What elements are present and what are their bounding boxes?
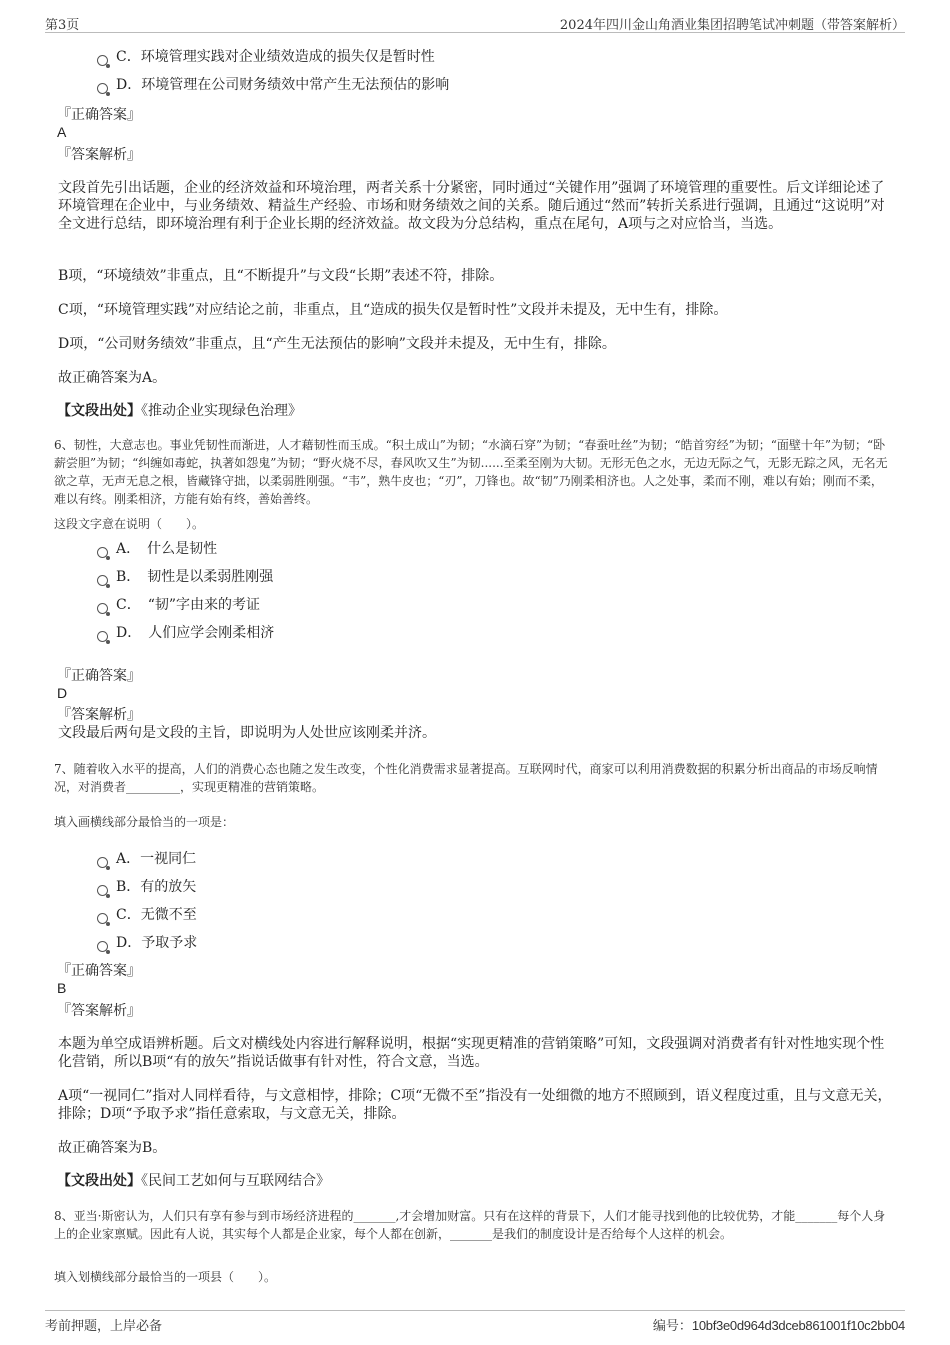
q6-option-d[interactable]: D． 人们应学会刚柔相济 bbox=[97, 624, 274, 642]
q7-option-d[interactable]: D．予取予求 bbox=[97, 934, 197, 952]
q5-analysis-p3: C项，“环境管理实践”对应结论之前，非重点，且“造成的损失仅是暂时性”文段并未提及，无中生有，排除。 bbox=[58, 302, 728, 318]
q7-source: 【文段出处】《民间工艺如何与互联网结合》 bbox=[57, 1173, 330, 1189]
q7-option-c[interactable]: C．无微不至 bbox=[97, 906, 197, 924]
radio-icon[interactable] bbox=[97, 885, 108, 896]
q7-question-text: 7、随着收入水平的提高，人们的消费心态也随之发生改变，个性化消费需求显著提高。互联网时代，商家可以利用消费数据的积累分析出商品的市场反响情况，对消费者_________，实现更精准的营销策略。 bbox=[54, 762, 878, 794]
q6-analysis-label: 『答案解析』 bbox=[57, 707, 141, 723]
q6-option-b[interactable]: B． 韧性是以柔弱胜刚强 bbox=[97, 568, 273, 586]
q6-question-text: 6、韧性，大意志也。事业凭韧性而渐进，人才藉韧性而玉成。“积土成山”为韧；“水滴石穿”为韧；“春蚕吐丝”为韧；“皓首穷经”为韧；“面壁十年”为韧；“卧薪尝胆”为韧；“纠缠如毒蛇，执著如怨鬼”为韧；“野火烧不尽，春风吹又生”为韧......至柔至刚为大韧。无形无色之水，无边无际之气，无影无踪之风，无名无欲之草，无声无息之根，皆藏锋守拙，以柔弱胜刚强。“韦”，熟牛皮也；“刃”，刀锋也。故“韧”乃刚柔相济也。人之处事，柔而不刚，难以有始；刚而不柔，难以有终。刚柔相济，方能有始有终，善始善终。 bbox=[54, 438, 888, 506]
radio-icon[interactable] bbox=[97, 547, 108, 558]
page-header bbox=[45, 14, 905, 33]
footer-code: 编号：10bf3e0d964d3dceb861001f10c2bb04 bbox=[652, 1318, 905, 1334]
q5-analysis-p4: D项，“公司财务绩效”非重点，且“产生无法预估的影响”文段并未提及，无中生有，排除。 bbox=[58, 336, 616, 352]
q5-analysis-p5: 故正确答案为A。 bbox=[58, 370, 167, 386]
q8-prompt: 填入划横线部分最恰当的一项县（ ）。 bbox=[54, 1270, 277, 1284]
page-number: 第3页 bbox=[45, 18, 80, 33]
q7-option-a[interactable]: A．一视同仁 bbox=[97, 850, 196, 868]
page-footer bbox=[45, 1310, 905, 1333]
radio-icon[interactable] bbox=[97, 631, 108, 642]
radio-icon[interactable] bbox=[97, 913, 108, 924]
q5-answer-label: 『正确答案』 bbox=[57, 107, 141, 123]
q7-answer: B bbox=[57, 980, 67, 996]
q5-analysis-p1: 文段首先引出话题，企业的经济效益和环境治理，两者关系十分紧密，同时通过“关键作用”强调了环境管理的重要性。后文详细论述了环境管理在企业中，与业务绩效、精益生产经验、市场和财务绩效之间的关系。随后通过“然而”转折关系进行强调，且通过“这说明”对全文进行总结，即环境治理有利于企业长期的经济效益。故文段为分总结构，重点在尾句，A项与之对应恰当，当选。 bbox=[58, 180, 885, 232]
q6-analysis: 文段最后两句是文段的主旨，即说明为人处世应该刚柔并济。 bbox=[58, 725, 436, 741]
q6-prompt: 这段文字意在说明（ ）。 bbox=[54, 517, 205, 531]
q7-analysis-p2: A项“一视同仁”指对人同样看待，与文意相悖，排除；C项“无微不至”指没有一处细微的地方不照顾到，语义程度过重，且与文意无关，排除；D项“予取予求”指任意索取，与文意无关，排除。 bbox=[58, 1088, 892, 1122]
q5-analysis-label: 『答案解析』 bbox=[57, 147, 141, 163]
document-title: 2024年四川金山角酒业集团招聘笔试冲刺题（带答案解析） bbox=[559, 18, 905, 33]
q7-analysis-p3: 故正确答案为B。 bbox=[58, 1140, 167, 1156]
q7-prompt: 填入画横线部分最恰当的一项是： bbox=[54, 815, 235, 829]
q5-option-d[interactable]: D．环境管理在公司财务绩效中常产生无法预估的影响 bbox=[97, 76, 449, 94]
q6-answer-label: 『正确答案』 bbox=[57, 668, 141, 684]
radio-icon[interactable] bbox=[97, 83, 108, 94]
q8-question-text: 8、亚当·斯密认为，人们只有享有参与到市场经济进程的_______,才会增加财富。只有在这样的背景下，人们才能寻找到他的比较优势，才能_______每个人身上的企业家禀赋。因此有人说，其实每个人都是企业家，每个人都在创新，_______是我们的制度设计是否给每个人这样的机会。 bbox=[54, 1209, 886, 1241]
q6-option-c[interactable]: C． “韧”字由来的考证 bbox=[97, 596, 260, 614]
footer-slogan: 考前押题，上岸必备 bbox=[45, 1319, 163, 1334]
q5-analysis-p2: B项，“环境绩效”非重点，且“不断提升”与文段“长期”表述不符，排除。 bbox=[58, 268, 504, 284]
q5-option-c[interactable]: C．环境管理实践对企业绩效造成的损失仅是暂时性 bbox=[97, 48, 435, 66]
q5-answer: A bbox=[57, 124, 67, 140]
radio-icon[interactable] bbox=[97, 575, 108, 586]
q7-answer-label: 『正确答案』 bbox=[57, 963, 141, 979]
radio-icon[interactable] bbox=[97, 55, 108, 66]
q5-source: 【文段出处】《推动企业实现绿色治理》 bbox=[57, 403, 302, 419]
radio-icon[interactable] bbox=[97, 941, 108, 952]
radio-icon[interactable] bbox=[97, 603, 108, 614]
q7-option-b[interactable]: B．有的放矢 bbox=[97, 878, 196, 896]
radio-icon[interactable] bbox=[97, 857, 108, 868]
q6-option-a[interactable]: A． 什么是韧性 bbox=[97, 540, 217, 558]
q6-answer: D bbox=[57, 685, 68, 701]
q7-analysis-p1: 本题为单空成语辨析题。后文对横线处内容进行解释说明，根据“实现更精准的营销策略”可知，文段强调对消费者有针对性地实现个性化营销，所以B项“有的放矢”指说话做事有针对性，符合文意，当选。 bbox=[58, 1036, 885, 1070]
q7-analysis-label: 『答案解析』 bbox=[57, 1003, 141, 1019]
